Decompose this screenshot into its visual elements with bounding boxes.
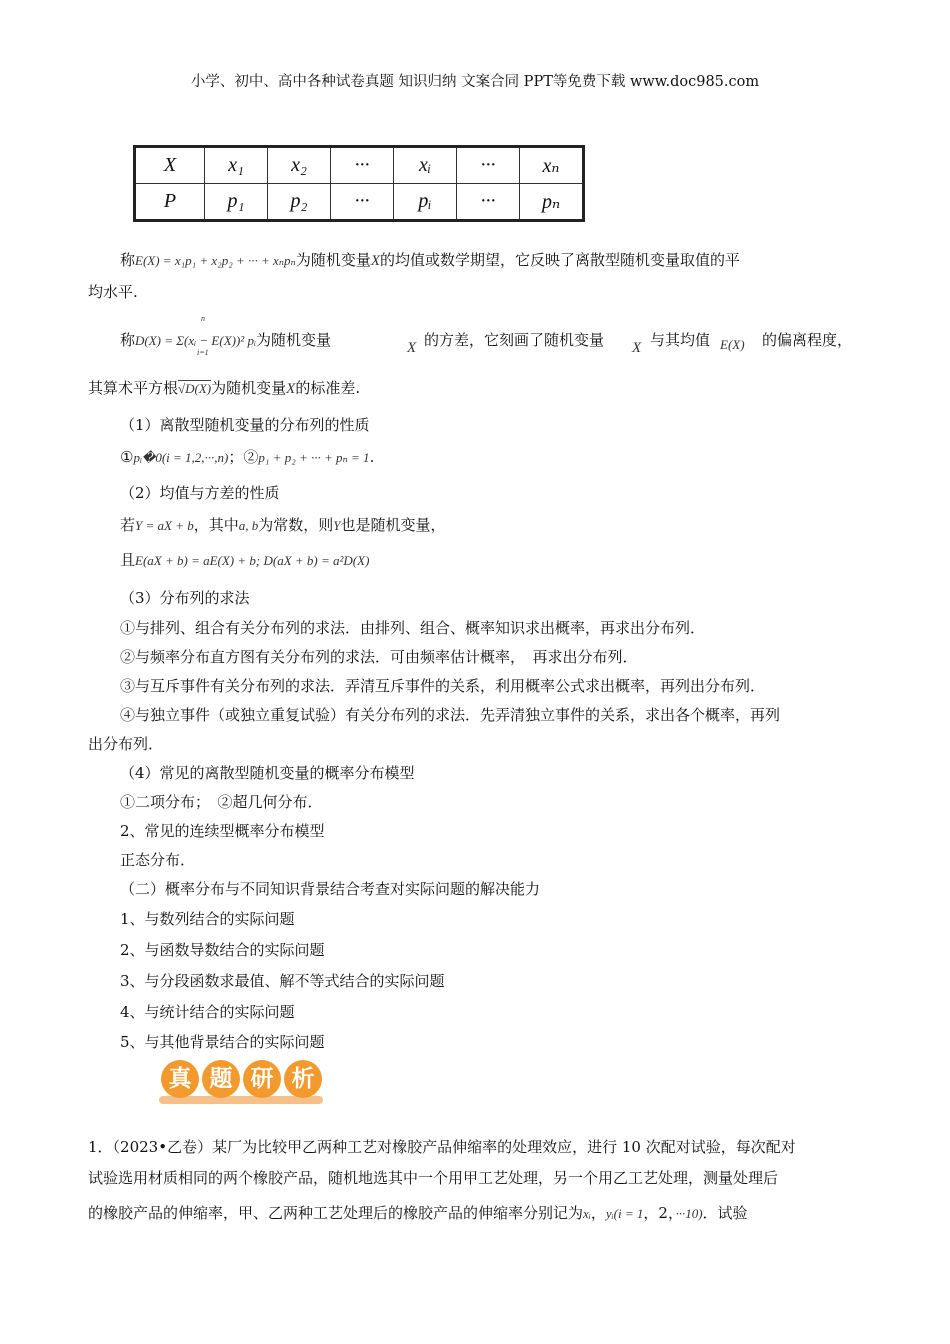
table-cell: pₙ: [520, 184, 584, 221]
linear-line: [120, 515, 446, 536]
text: ；②: [228, 448, 259, 466]
text: 与其均值: [650, 331, 711, 349]
linear-formula-2: E(aX + b) = aE(X) + b; D(aX + b) = a²D(X): [135, 553, 370, 568]
text: 的均值或数学期望，它反映了离散型随机变量取值的平: [380, 251, 741, 269]
expectation-line2: 均水平.: [88, 283, 138, 301]
section-badge: [159, 1060, 323, 1108]
table-cell: X: [135, 147, 205, 184]
text: 且: [120, 551, 136, 569]
table-row-x: [135, 147, 584, 184]
table-cell: xᵢ: [394, 147, 457, 184]
expectation-formula: E(X) = x₁p₁ + x₂p₂ + ··· + xₙpₙ: [135, 253, 296, 268]
list-item: 出分布列．: [88, 735, 164, 753]
section-title: （1）离散型随机变量的分布列的性质: [120, 416, 370, 434]
table-cell: ···: [331, 147, 394, 184]
badge-char: 题: [202, 1060, 240, 1098]
text: .: [369, 448, 375, 466]
problem-text: 试验选用材质相同的两个橡胶产品，随机地选其中一个用甲工艺处理，另一个用乙工艺处理，测量处理后: [88, 1169, 779, 1187]
text: 称: [120, 251, 136, 269]
list-item: 1、与数列结合的实际问题: [120, 910, 295, 928]
var-y: Y: [333, 518, 341, 533]
list-item: 4、与统计结合的实际问题: [120, 1003, 295, 1021]
list-item: 正态分布．: [120, 851, 196, 869]
list-item: 5、与其他背景结合的实际问题: [120, 1033, 325, 1051]
text: 为随机变量: [211, 379, 287, 397]
table-cell: x₁: [205, 147, 268, 184]
text: 的方差，它刻画了随机变量: [424, 331, 605, 349]
property-formula-1: pᵢ�0(i = 1,2,···,n): [133, 450, 229, 465]
list-item: ①与排列、组合有关分布列的求法．由排列、组合、概率知识求出概率，再求出分布列．: [120, 619, 706, 637]
section-title: （4）常见的离散型随机变量的概率分布模型: [120, 764, 415, 782]
section-title: 2、常见的连续型概率分布模型: [120, 822, 325, 840]
text: 若: [120, 516, 136, 534]
list-item: ①二项分布； ②超几何分布．: [120, 793, 323, 811]
text: ，其中: [193, 516, 239, 534]
table-cell: x₂: [268, 147, 331, 184]
list-item: ④与独立事件（或独立重复试验）有关分布列的求法．先弄清独立事件的关系，求出各个概率，再列: [120, 706, 781, 724]
ab-vars: a, b: [238, 518, 259, 533]
text: 为随机变量: [256, 331, 332, 349]
table-cell: ···: [457, 147, 520, 184]
table-cell: p₂: [268, 184, 331, 221]
table-cell: ···: [457, 184, 520, 221]
badge-char: 研: [243, 1060, 281, 1098]
table-cell: p₁: [205, 184, 268, 221]
text: ，2，: [643, 1204, 676, 1222]
problem-text: 1．（2023•乙卷）某厂为比较甲乙两种工艺对橡胶产品伸缩率的处理效应，进行 10 次配对试验，每次配对: [88, 1138, 796, 1156]
std-line: [88, 378, 360, 399]
text: 的橡胶产品的伸缩率，甲、乙两种工艺处理后的橡胶产品的伸缩率分别记为: [88, 1204, 584, 1222]
sum-upper: n: [201, 314, 205, 323]
var-x: X: [370, 253, 381, 269]
section-title: （3）分布列的求法: [120, 589, 250, 607]
section-title: （二）概率分布与不同知识背景结合考查对实际问题的解决能力: [120, 880, 541, 898]
problem-text-line3: [88, 1203, 748, 1224]
text: 也是随机变量，: [340, 516, 446, 534]
range-dots: ···10): [675, 1206, 703, 1221]
table-cell: pᵢ: [394, 184, 457, 221]
ex-formula: E(X): [720, 337, 745, 352]
list-item: 2、与函数导数结合的实际问题: [120, 941, 325, 959]
list-item: 3、与分段函数求最值、解不等式结合的实际问题: [120, 972, 445, 990]
list-item: ②与频率分布直方图有关分布列的求法．可由频率估计概率， 再求出分布列．: [120, 648, 638, 666]
expectation-line: [120, 250, 740, 271]
var-x: X: [286, 381, 296, 397]
variance-line: [120, 330, 331, 351]
xi-var: xᵢ: [583, 1206, 591, 1221]
table-cell: ···: [331, 184, 394, 221]
text: ①: [120, 448, 134, 466]
var-x: X: [407, 340, 417, 356]
table-cell: P: [135, 184, 205, 221]
variance-formula: D(X) = Σ(xᵢ − E(X))² pᵢ: [135, 333, 257, 348]
property-formula-2: p₁ + p₂ + ··· + pₙ = 1: [258, 450, 370, 465]
badge-char: 析: [284, 1060, 322, 1098]
badge-char: 真: [161, 1060, 199, 1098]
section-title: （2）均值与方差的性质: [120, 484, 280, 502]
page-header: 小学、初中、高中各种试卷真题 知识归纳 文案合同 PPT等免费下载 www.doc985.com: [190, 74, 760, 90]
table-cell: xₙ: [520, 147, 584, 184]
text: 的标准差.: [295, 379, 361, 397]
text: 的偏离程度，: [762, 331, 853, 349]
linear-line-2: [120, 550, 369, 571]
sum-lower: i=1: [197, 348, 209, 357]
var-x: X: [632, 340, 642, 356]
text: 其算术平方根: [88, 379, 179, 397]
sqrt-formula: √D(X): [178, 381, 212, 396]
text: ．试验: [702, 1204, 748, 1222]
linear-formula: Y = aX + b: [135, 518, 194, 533]
yi-var: yᵢ(i = 1: [605, 1206, 644, 1221]
table-row-p: [135, 184, 584, 221]
text: 为常数，则: [258, 516, 334, 534]
list-item: ③与互斥事件有关分布列的求法．弄清互斥事件的关系，利用概率公式求出概率，再列出分布列．: [120, 677, 766, 695]
text: 称: [120, 331, 136, 349]
property-line: [120, 447, 374, 468]
text: ，: [590, 1204, 606, 1222]
distribution-table: [133, 145, 585, 222]
text: 为随机变量: [295, 251, 371, 269]
